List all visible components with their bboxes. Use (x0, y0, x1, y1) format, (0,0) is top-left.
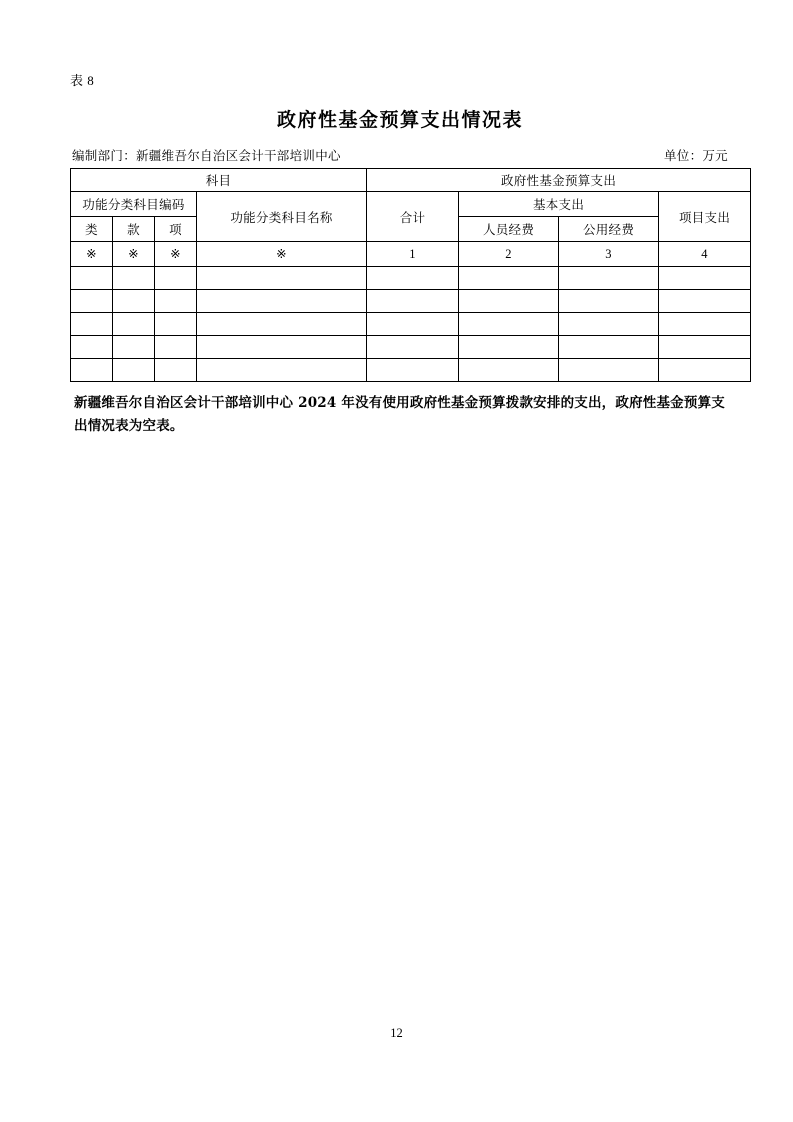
table-cell (71, 359, 113, 382)
table-label: 表 8 (70, 73, 95, 88)
header-class: 类 (71, 217, 113, 242)
header-basic-expenditure: 基本支出 (459, 192, 659, 217)
table-header-group-row (71, 169, 751, 192)
table-marker-row (71, 242, 751, 267)
compiling-department: 编制部门：新疆维吾尔自治区会计干部培训中心 (72, 149, 341, 163)
table-cell (197, 290, 367, 313)
header-code-group: 功能分类科目编码 (71, 192, 197, 217)
marker-cell: ※ (71, 242, 113, 267)
table-row (71, 359, 751, 382)
table-cell (155, 313, 197, 336)
column-number-cell: 1 (367, 242, 459, 267)
meta-row (70, 146, 730, 164)
table-row (71, 313, 751, 336)
unit-label: 单位：万元 (663, 149, 728, 163)
table-cell (367, 336, 459, 359)
page-title: 政府性基金预算支出情况表 (276, 109, 523, 131)
table-cell (559, 336, 659, 359)
budget-table (70, 168, 751, 382)
marker-cell: ※ (197, 242, 367, 267)
table-cell (659, 313, 751, 336)
table-cell (367, 313, 459, 336)
table-cell (367, 359, 459, 382)
table-cell (197, 267, 367, 290)
column-number-cell: 3 (559, 242, 659, 267)
table-cell (113, 267, 155, 290)
header-subject: 科目 (71, 169, 367, 192)
table-cell (113, 359, 155, 382)
column-number-cell: 4 (659, 242, 751, 267)
page-number: 12 (390, 1026, 403, 1040)
header-personnel: 人员经费 (459, 217, 559, 242)
header-section: 款 (113, 217, 155, 242)
table-cell (459, 290, 559, 313)
table-cell (559, 313, 659, 336)
marker-cell: ※ (155, 242, 197, 267)
header-project-expenditure: 项目支出 (659, 192, 751, 242)
table-cell (659, 290, 751, 313)
table-cell (71, 313, 113, 336)
table-cell (459, 313, 559, 336)
header-fund-expenditure: 政府性基金预算支出 (367, 169, 751, 192)
table-cell (659, 336, 751, 359)
table-cell (559, 359, 659, 382)
table-cell (155, 267, 197, 290)
table-cell (71, 290, 113, 313)
table-note: 新疆维吾尔自治区会计干部培训中心 2024 年没有使用政府性基金预算拨款安排的支出，政府性基金预算支出情况表为空表。 (74, 395, 725, 434)
header-public: 公用经费 (559, 217, 659, 242)
table-cell (197, 313, 367, 336)
table-row (71, 267, 751, 290)
table-cell (113, 336, 155, 359)
header-subject-name: 功能分类科目名称 (197, 192, 367, 242)
table-cell (459, 359, 559, 382)
table-cell (367, 290, 459, 313)
table-cell (197, 359, 367, 382)
table-cell (659, 359, 751, 382)
table-cell (155, 336, 197, 359)
table-header-sub-row (71, 192, 751, 217)
table-row (71, 336, 751, 359)
table-cell (559, 267, 659, 290)
header-total: 合计 (367, 192, 459, 242)
table-cell (659, 267, 751, 290)
table-row (71, 290, 751, 313)
table-cell (559, 290, 659, 313)
table-cell (367, 267, 459, 290)
marker-cell: ※ (113, 242, 155, 267)
table-cell (113, 313, 155, 336)
table-cell (459, 267, 559, 290)
table-cell (71, 336, 113, 359)
page-content (70, 70, 730, 438)
table-cell (113, 290, 155, 313)
column-number-cell: 2 (459, 242, 559, 267)
table-cell (459, 336, 559, 359)
table-cell (155, 290, 197, 313)
table-cell (71, 267, 113, 290)
table-cell (197, 336, 367, 359)
table-cell (155, 359, 197, 382)
header-item: 项 (155, 217, 197, 242)
